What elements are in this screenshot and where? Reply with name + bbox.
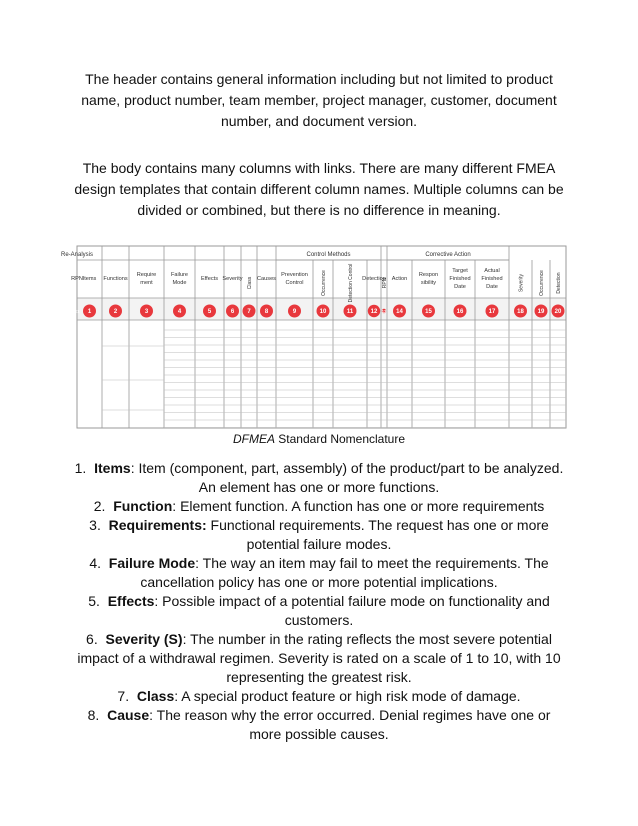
badge-number: 21	[74, 309, 80, 314]
badge-number: 10	[319, 309, 327, 315]
badge-number: 18	[517, 309, 524, 315]
column-header: Action	[391, 276, 408, 282]
definition-item: 2. Function: Element function. A function has one or more requirements	[93, 498, 545, 514]
definition-term: Requirements:	[108, 517, 207, 533]
definition-term: Function	[113, 498, 173, 514]
column-header: Effects	[201, 276, 218, 282]
badge-number: 3	[144, 309, 149, 315]
definition-text: : Element function. A function has one or more requirements	[172, 498, 545, 514]
badge-number: 14	[396, 309, 403, 315]
badge-number: 12	[370, 309, 378, 315]
badge-number: 20	[554, 309, 562, 315]
definition-term: Items	[94, 460, 131, 476]
badge-number: 5	[207, 309, 212, 315]
definition-term: Effects	[107, 593, 155, 609]
caption-dfmea: DFMEA	[232, 432, 275, 446]
badge-number: 11	[346, 309, 354, 315]
badge-number: 19	[537, 309, 545, 315]
column-header: Prevention Control	[281, 272, 308, 286]
badge-number: 9	[292, 309, 297, 315]
column-header: Items	[82, 276, 97, 282]
column-header: Functions	[103, 276, 128, 282]
badge-number: 15	[425, 309, 432, 315]
definition-item: 7. Class: A special product feature or high risk mode of damage.	[117, 688, 521, 704]
column-header: Failure Mode	[170, 272, 189, 286]
column-header: Occurrence	[539, 270, 545, 296]
column-header: Actual Finished Date	[481, 268, 503, 290]
badge-number: 6	[230, 309, 235, 315]
badge-number: 1	[87, 309, 92, 315]
group-header: Corrective Action	[425, 252, 471, 258]
dfmea-template-figure	[60, 246, 566, 428]
badge-number: 8	[264, 309, 269, 315]
badge-number: 7	[247, 309, 251, 315]
column-header: RPN	[382, 277, 388, 289]
definition-item: 8. Cause: The reason why the error occurred. Denial regimes have one or more possible causes.	[87, 707, 551, 742]
definition-text: Functional requirements. The request has one or more potential failure modes.	[206, 517, 549, 552]
figure-caption	[0, 431, 638, 447]
column-header: RPN	[71, 276, 83, 282]
column-header: Severity	[518, 273, 525, 293]
header-description: The header contains general information including but not limited to product name, product number, team member, project manager, customer, document number, and document version.	[81, 71, 557, 129]
body-description: The body contains many columns with links. There are many different FMEA design templates that contain different column names. Multiple columns can be divided or combined, but there is no difference in meaning.	[74, 160, 564, 218]
badge-number: 2	[113, 309, 118, 315]
definition-item: 3. Requirements: Functional requirements. The request has one or more potential failure modes.	[89, 517, 549, 552]
column-header: Detection	[556, 272, 562, 294]
definition-text: : Item (component, part, assembly) of the product/part to be analyzed. An element has one or more functions.	[130, 460, 564, 495]
definition-item: 1. Items: Item (component, part, assembly) of the product/part to be analyzed. An element has one or more functions.	[74, 460, 564, 495]
definition-item: 6. Severity (S): The number in the rating reflects the most severe potential impact of a withdrawal regimen. Severity is rated on a scale of 1 to 10, with 10 representing the greatest risk.	[77, 631, 561, 685]
badge-number: 16	[456, 309, 464, 315]
definition-term: Severity (S)	[105, 631, 183, 647]
definition-term: Class	[136, 688, 175, 704]
column-header: Causes	[257, 276, 276, 282]
column-header: Require ment	[136, 272, 157, 286]
column-header: Detection	[362, 276, 386, 282]
definition-text: : Possible impact of a potential failure mode on functionality and customers.	[154, 593, 550, 628]
column-header: Severity	[222, 276, 243, 282]
column-header: Occurrence	[321, 270, 327, 296]
column-header: Class	[247, 276, 253, 290]
badge-number: 17	[488, 309, 496, 315]
definition-text: : The reason why the error occurred. Denial regimes have one or more possible causes.	[149, 707, 551, 742]
column-header: Target Finished Date	[449, 268, 471, 290]
group-header: Control Methods	[306, 252, 351, 258]
definition-item: 4. Failure Mode: The way an item may fail to meet the requirements. The cancellation policy has one or more potential implications.	[89, 555, 549, 590]
badge-number: 13	[381, 309, 387, 314]
definition-term: Failure Mode	[108, 555, 196, 571]
column-header: Respon sibility	[418, 272, 439, 286]
definition-text: : The way an item may fail to meet the requirements. The cancellation policy has one or more potential implications.	[140, 555, 549, 590]
badge-number: 4	[177, 309, 182, 315]
dfmea-table-diagram	[60, 246, 566, 428]
definitions-list	[70, 459, 568, 744]
definition-term: Cause	[107, 707, 150, 723]
group-header: Re-Analysis	[60, 252, 94, 258]
definition-text: : The number in the rating reflects the most severe potential impact of a withdrawal regimen. Severity is rated on a scale of 1 to 10, with 10 representing the greatest risk.	[77, 631, 561, 685]
definition-text: : A special product feature or high risk mode of damage.	[174, 688, 521, 704]
definition-item: 5. Effects: Possible impact of a potential failure mode on functionality and customers.	[88, 593, 550, 628]
column-header: Detection Control	[348, 263, 354, 303]
caption-rest: Standard Nomenclature	[274, 432, 406, 446]
